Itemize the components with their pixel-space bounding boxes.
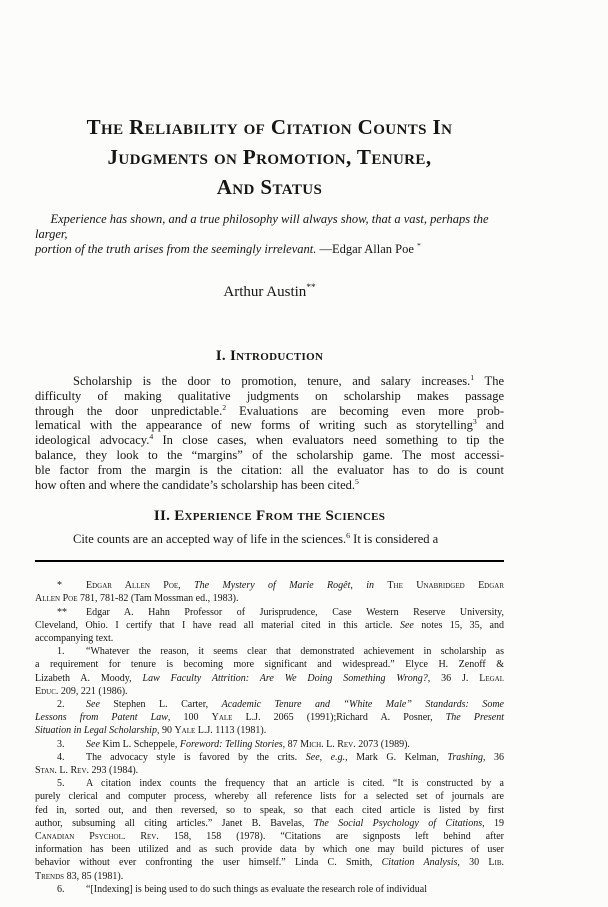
text-segment: * (57, 580, 62, 592)
text-line (35, 404, 504, 419)
text-segment: Mich. (300, 738, 324, 750)
text-line (35, 418, 504, 433)
text-segment: Academic Tenure and “White Male” Standards: Some (221, 699, 504, 710)
footnote-star (35, 579, 504, 605)
text-segment: J. Legal (461, 672, 504, 684)
text-segment: , 36 (427, 672, 462, 684)
text-segment (374, 580, 387, 591)
text-segment: Lessons from Patent Law (35, 712, 168, 724)
text-segment: The Social Psychology of Citations (313, 817, 483, 829)
text-segment: Trashing (447, 751, 483, 763)
text-line (35, 478, 504, 493)
text-segment: See (86, 738, 100, 750)
text-segment: ble factor from the margin is the citation: all the evaluator has to do is count (35, 462, 504, 477)
text-segment: through the door unpredictable. (35, 403, 223, 418)
footnote-double-star (35, 606, 504, 646)
text-line (35, 579, 504, 592)
text-segment: notes 15, 35, and (413, 619, 504, 631)
text-segment: portion of the truth arises from the seemingly irrelevant. (35, 242, 320, 256)
text-segment: fed in, sorted out, and then reversed, so to speak, so that each cited article is listed by first (35, 804, 504, 816)
text-segment: and (476, 418, 504, 433)
text-line (35, 212, 504, 242)
text-segment: L. (56, 765, 71, 777)
text-segment: The Unabridged Edgar (387, 580, 505, 592)
text-segment: “Whatever the reason, it seems clear that demonstrated achievement in scholarship as (86, 646, 504, 658)
text-line (35, 389, 504, 404)
section-heading-experience: II. Experience From the Sciences (153, 508, 386, 525)
text-line (35, 645, 504, 658)
footnote-3 (35, 738, 504, 751)
title-line-3: And Status (216, 175, 323, 199)
text-segment: Educ. (35, 685, 59, 697)
text-line (35, 658, 504, 671)
text-segment: Rev. (337, 738, 356, 750)
epigraph-quote (35, 212, 504, 257)
text-segment: Yale (211, 712, 233, 724)
text-segment: information has been utilized and as such provide data by which one may build pictures of user (35, 844, 504, 856)
text-segment: 3 (472, 417, 477, 427)
text-segment: Lib. (488, 857, 505, 869)
author-byline (35, 283, 504, 301)
text-segment: Canadian Psychol. Rev. (35, 831, 159, 843)
text-segment: See (399, 619, 414, 631)
experience-paragraph (35, 532, 504, 547)
text-segment: Scholarship is the door to promotion, tenure, and salary increases. (73, 374, 471, 388)
text-segment: , 100 (167, 712, 212, 724)
text-segment: L.J. 2065 (1991);Richard A. Posner, (232, 712, 446, 724)
section-heading-introduction: I. Introduction (215, 348, 324, 364)
text-segment: Trends (35, 870, 65, 882)
text-line (35, 685, 504, 698)
text-segment: author, subsuming all citing articles.” Janet B. Bavelas, (35, 817, 314, 829)
text-segment: 4 (149, 432, 154, 442)
text-segment: Law Faculty Attrition: Are We Doing Something Wrong? (142, 672, 428, 684)
text-line (35, 764, 504, 777)
text-segment: See, e.g., (305, 751, 348, 763)
text-segment: The Present (445, 712, 505, 724)
text-segment: Edgar A. Hahn Professor of Jurisprudence, Case Western Reserve University, (86, 606, 504, 618)
text-line (35, 856, 504, 869)
article-body (35, 347, 504, 547)
text-line (35, 738, 504, 751)
text-segment: It is considered a (350, 532, 439, 547)
text-segment: , 90 (156, 725, 175, 737)
text-segment: 1 (470, 372, 475, 382)
introduction-paragraph (35, 374, 504, 492)
text-line (35, 751, 504, 764)
text-segment: Foreword: Telling Stories (179, 738, 283, 750)
text-segment: 781, 781-82 (Tam Mossman ed., 1983). (77, 593, 239, 605)
text-segment: ideological advocacy. (35, 433, 150, 448)
text-line (35, 843, 504, 856)
text-segment: Citation Analysis (381, 857, 458, 869)
text-segment: * (417, 240, 421, 250)
text-line (35, 777, 504, 790)
footnote-5 (35, 777, 504, 883)
text-segment: in (366, 580, 375, 592)
text-segment: Kim L. Scheppele, (99, 738, 180, 750)
text-line (35, 830, 504, 843)
text-segment: 2. (57, 699, 65, 710)
text-segment: The (474, 374, 504, 388)
text-segment: , (350, 580, 367, 592)
text-segment: 83, 85 (1981). (64, 870, 124, 882)
title-line-1: The Reliability of Citation Counts In (86, 115, 453, 139)
text-segment: , 36 (482, 751, 505, 763)
text-segment: balance, they look to the “margins” of the scholarship game. The most accessi- (35, 447, 504, 462)
text-segment: , 19 (482, 817, 505, 829)
text-segment: 293 (1984). (89, 765, 139, 777)
text-segment: 3. (57, 738, 65, 750)
text-segment: a requirement for tenure is becoming more significant and widespread.” Elyce H. Zenoff & (35, 659, 504, 671)
text-segment: “[Indexing] is being used to do such things as evaluate the research role of individual (86, 883, 428, 895)
text-segment: Situation in Legal Scholarship (35, 725, 157, 737)
text-segment: Edgar Allen Poe (86, 580, 179, 592)
text-segment: Yale (174, 725, 196, 737)
text-line (35, 433, 504, 448)
text-segment: Stan. (35, 765, 57, 777)
footnote-1 (35, 645, 504, 698)
text-segment: , 30 (457, 857, 489, 869)
text-line (35, 242, 504, 257)
text-line (35, 619, 504, 632)
text-segment: 158, 158 (1978). “Citations are signposts left behind after (158, 831, 504, 843)
text-segment: Rev. (70, 765, 90, 777)
text-segment: 6. (57, 883, 65, 895)
footnote-separator-rule (35, 560, 504, 562)
text-line (35, 711, 504, 724)
text-line (35, 606, 504, 619)
footnote-6 (35, 883, 504, 896)
text-segment: L. (323, 738, 338, 750)
text-line (35, 592, 504, 605)
text-line (35, 448, 504, 463)
text-segment: The advocacy style is favored by the crits. (86, 751, 306, 763)
text-segment: Mark G. Kelman, (347, 751, 448, 763)
article-content (35, 112, 504, 896)
text-segment: L.J. 1113 (1981). (195, 725, 267, 737)
footnote-4 (35, 751, 504, 777)
text-segment: 5. (57, 778, 65, 790)
text-segment: 209, 221 (1986). (58, 685, 128, 697)
text-segment: 1. (57, 646, 65, 658)
title-line-2: Judgments on Promotion, Tenure, (107, 145, 432, 169)
text-line (35, 883, 504, 896)
text-segment: accompanying text. (35, 632, 114, 644)
text-segment: A citation index counts the frequency that an article is cited. “It is constructed by a (86, 778, 504, 790)
text-segment: lematical with the appearance of new forms of writing such as storytelling (35, 418, 473, 433)
text-segment: 4. (57, 751, 65, 763)
text-segment: Arthur Austin (223, 284, 307, 300)
text-line (35, 632, 504, 645)
text-segment: Lizabeth A. Moody, (35, 672, 143, 684)
text-segment: 5 (355, 476, 359, 486)
footnotes-block (35, 579, 504, 896)
text-segment: Experience has shown, and a true philosophy will always show, that a vast, perhaps the larger, (35, 212, 489, 241)
text-segment: 2 (222, 402, 227, 412)
text-segment: Cleveland, Ohio. I certify that I have read all material cited in this article. (35, 619, 400, 631)
text-segment: behavior without ever confronting the user himself.” Linda C. Smith, (35, 857, 382, 869)
text-line (35, 724, 504, 737)
text-segment: 2073 (1989). (355, 738, 410, 750)
text-segment: In close cases, when evaluators need something to tip the (153, 433, 505, 448)
footnote-2 (35, 698, 504, 738)
text-segment: The Mystery of Marie Rogêt (194, 580, 351, 592)
text-segment: Stephen L. Carter, (99, 699, 222, 710)
text-segment: ** (57, 606, 67, 618)
text-segment: Allen Poe (35, 593, 78, 605)
text-segment: , 87 (282, 738, 301, 750)
text-line (35, 790, 504, 803)
text-line (35, 532, 504, 547)
text-segment: difficulty of making qualitative judgments on scholarship makes passage (35, 388, 504, 403)
text-segment: —Edgar Allan Poe (319, 242, 418, 256)
text-segment: See (86, 699, 100, 710)
text-segment: ** (306, 283, 316, 293)
text-line (35, 672, 504, 685)
article-header (35, 112, 504, 301)
text-line (35, 463, 504, 478)
text-line (35, 817, 504, 830)
text-segment: , (178, 580, 195, 592)
text-segment: Evaluations are becoming even more prob- (226, 403, 505, 418)
text-line (35, 698, 504, 711)
text-line (35, 374, 504, 389)
text-line (35, 870, 504, 883)
text-segment: purely clerical and computer process, whereby all reference lists for a selected set of journals are (35, 791, 504, 803)
article-title (35, 112, 504, 202)
text-segment: Cite counts are an accepted way of life in the sciences. (73, 532, 347, 547)
text-segment: 6 (346, 531, 351, 541)
text-line (35, 804, 504, 817)
text-segment: how often and where the candidate’s scholarship has been cited. (35, 477, 356, 492)
